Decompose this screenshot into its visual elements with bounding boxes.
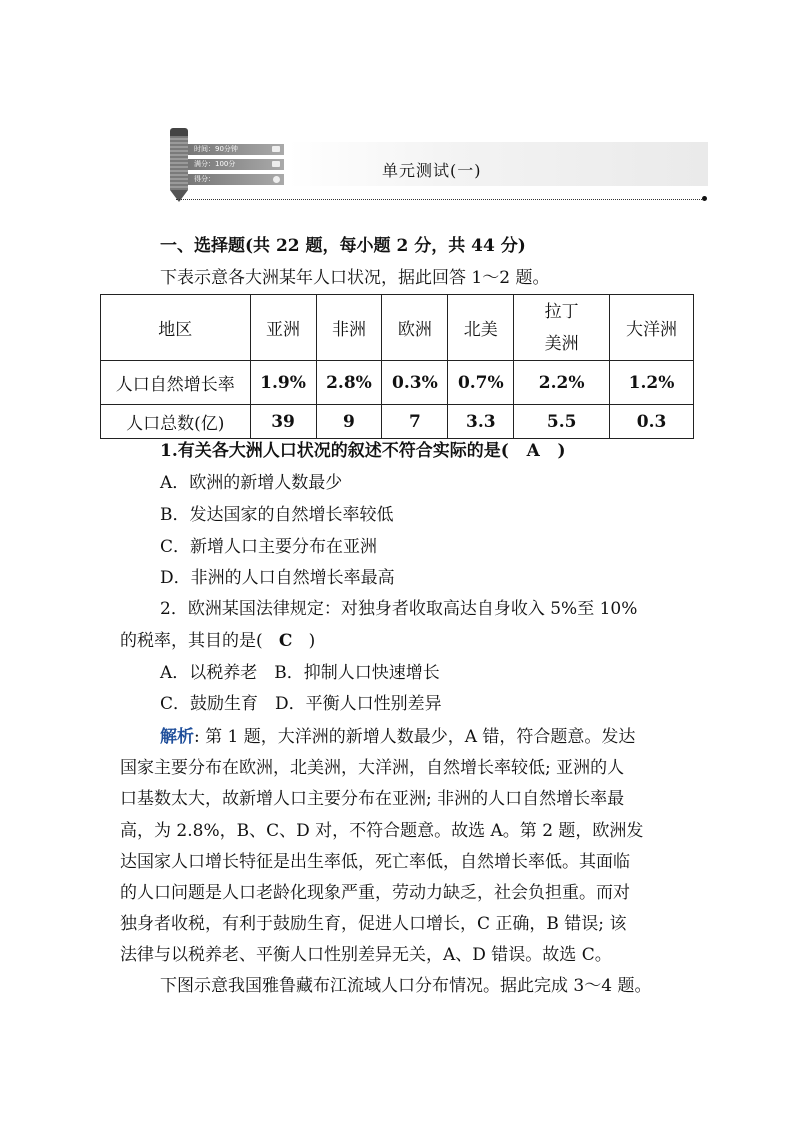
header-cell: 亚洲 bbox=[250, 295, 316, 361]
header-cell bbox=[514, 295, 610, 361]
table-cell: 7 bbox=[382, 405, 448, 439]
time-limit bbox=[188, 144, 284, 155]
analysis-line: 口基数太大，故新增人口主要分布在亚洲; 非洲的人口自然增长率最 bbox=[120, 789, 625, 809]
header-cell-line: 美洲 bbox=[544, 333, 579, 354]
table-cell: 1.9% bbox=[250, 361, 316, 405]
section-title: 一、选择题(共 22 题，每小题 2 分，共 44 分) bbox=[160, 236, 526, 256]
question-1-stem bbox=[160, 440, 566, 462]
analysis-text: : 第 1 题，大洋洲的新增人数最少，A 错，符合题意。发达 bbox=[194, 727, 636, 747]
score-obtained bbox=[188, 174, 284, 185]
table-cell: 2.2% bbox=[514, 361, 610, 405]
question-1-option-a: A．欧洲的新增人数最少 bbox=[160, 473, 343, 493]
header-cell: 非洲 bbox=[316, 295, 382, 361]
analysis-label: 解析 bbox=[160, 727, 194, 747]
question-2-text: 的税率，其目的是( bbox=[120, 631, 263, 651]
population-table bbox=[100, 294, 694, 439]
question-1-option-d: D．非洲的人口自然增长率最高 bbox=[160, 568, 395, 588]
map-intro: 下图示意我国雅鲁藏布江流域人口分布情况。据此完成 3～4 题。 bbox=[160, 976, 652, 996]
analysis-line: 独身者收税，有利于鼓励生育，促进人口增长，C 正确，B 错误; 该 bbox=[120, 914, 627, 934]
question-2-stem-line1: 2．欧洲某国法律规定：对独身者收取高达自身收入 5%至 10% bbox=[160, 599, 638, 619]
divider-dot bbox=[702, 196, 707, 201]
analysis-line: 高，为 2.8%，B、C、D 对，不符合题意。故选 A。第 2 题，欧洲发 bbox=[120, 821, 644, 841]
header-cell: 地区 bbox=[101, 295, 251, 361]
question-1-answer: A bbox=[526, 441, 540, 461]
question-2-close: ) bbox=[308, 631, 316, 651]
table-cell: 39 bbox=[250, 405, 316, 439]
analysis-line: 达国家人口增长特征是出生率低，死亡率低，自然增长率低。其面临 bbox=[120, 852, 630, 872]
analysis-line: 法律与以税养老、平衡人口性别差异无关，A、D 错误。故选 C。 bbox=[120, 945, 612, 965]
question-1-option-b: B．发达国家的自然增长率较低 bbox=[160, 505, 394, 525]
question-2-options-ab: A．以税养老 B．抑制人口快速增长 bbox=[160, 663, 440, 683]
question-1-text: 1.有关各大洲人口状况的叙述不符合实际的是( bbox=[160, 441, 509, 461]
table-cell: 2.8% bbox=[316, 361, 382, 405]
title-band bbox=[288, 142, 708, 186]
question-2-options-cd: C．鼓励生育 D．平衡人口性别差异 bbox=[160, 694, 442, 714]
table-cell: 9 bbox=[316, 405, 382, 439]
table-header-row bbox=[101, 295, 694, 361]
unit-title: 单元测试(一) bbox=[382, 161, 482, 180]
analysis-line: 的人口问题是人口老龄化现象严重，劳动力缺乏，社会负担重。而对 bbox=[120, 883, 630, 903]
clock-icon bbox=[272, 146, 280, 152]
flag-icon bbox=[272, 161, 280, 167]
table-row bbox=[101, 361, 694, 405]
score-label: 满分：100分 bbox=[194, 160, 236, 168]
question-1-close: ) bbox=[557, 441, 566, 461]
question-2-stem-line2 bbox=[120, 630, 315, 652]
header-cell: 欧洲 bbox=[382, 295, 448, 361]
analysis-line: 国家主要分布在欧洲，北美洲，大洋洲，自然增长率较低; 亚洲的人 bbox=[120, 758, 625, 778]
full-score bbox=[188, 159, 284, 170]
row-label: 人口总数(亿) bbox=[101, 405, 251, 439]
page-header bbox=[168, 128, 713, 204]
question-2-answer: C bbox=[278, 631, 293, 651]
got-label: 得分： bbox=[194, 175, 215, 183]
table-cell: 0.7% bbox=[448, 361, 514, 405]
header-cell: 北美 bbox=[448, 295, 514, 361]
circle-icon bbox=[273, 176, 280, 183]
table-cell: 5.5 bbox=[514, 405, 610, 439]
pencil-icon bbox=[170, 128, 188, 202]
row-label: 人口自然增长率 bbox=[101, 361, 251, 405]
table-cell: 1.2% bbox=[610, 361, 694, 405]
analysis-line bbox=[160, 726, 635, 748]
table-row bbox=[101, 405, 694, 439]
header-divider bbox=[176, 199, 704, 200]
header-cell-line: 拉丁 bbox=[544, 301, 579, 322]
time-label: 时间：90分钟 bbox=[194, 145, 238, 153]
table-intro: 下表示意各大洲某年人口状况，据此回答 1～2 题。 bbox=[160, 268, 550, 288]
question-1-option-c: C．新增人口主要分布在亚洲 bbox=[160, 537, 378, 557]
table-cell: 3.3 bbox=[448, 405, 514, 439]
header-cell: 大洋洲 bbox=[610, 295, 694, 361]
table-cell: 0.3 bbox=[610, 405, 694, 439]
table-cell: 0.3% bbox=[382, 361, 448, 405]
